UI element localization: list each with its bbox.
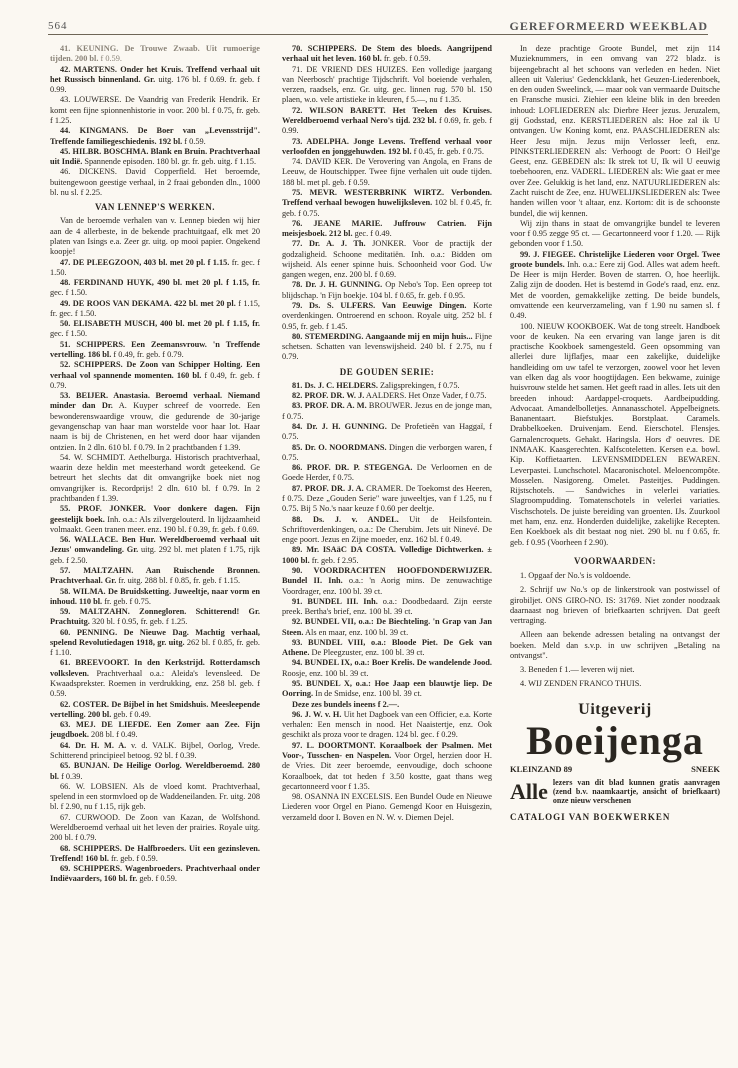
listing-item: 87. PROF. DR. J. A. CRAMER. De Toekomst des Heeren, f 0.75. Deze „Gouden Serie" ware juweeltjes, van f 1.25, nu f 0.75. Bij 5 No.'s naar keuze f 0.60 per deeltje.	[282, 483, 492, 514]
listing-item: 62. COSTER. De Bijbel in het Smidshuis. Meesleepende vertelling. 200 bl. geb. f 0.49.	[50, 699, 260, 719]
listing-item: 99. J. FIEGEE. Christelijke Liederen voor Orgel. Twee groote bundels. Inh. o.a.: Eere zij God. Alles wat adem heeft. De Heer is mijn Herder. Boven de starren. O, hoe heerlijk. Zalig zijn de dooden. Het is bestemd in Gode's raad, enz. enz. Met de voorden, gemakkelijke zetting. De beide bundels, omvattende een keurverzameling, van f 1.90 nu samen sl. f 0.49.	[510, 249, 720, 321]
listing-item: 43. LOUWERSE. De Vaandrig van Frederik Hendrik. Er komt een fijne spionnenhistorie in voor. 200 bl. f 0.75, fr. geb. f 1.25.	[50, 95, 260, 125]
listing-item: 91. BUNDEL III. Inh. o.a.: Doodbedaard. Zijn eerste preek. Bertha's brief, enz. 100 bl. 39 ct.	[282, 596, 492, 617]
listing-item: 42. MARTENS. Onder het Kruis. Treffend verhaal uit het Russisch binnenland. Gr. uitg. 176 bl. f 0.69. fr. geb. f 0.99.	[50, 64, 260, 95]
listing-item: 80. STEMERDING. Aangaande mij en mijn huis... Fijne schetsen. Schatten van levenswijsheid. 240 bl. f 2.75, nu f 0.79.	[282, 331, 492, 362]
listing-item: 59. MALTZAHN. Zonnegloren. Schitterend! Gr. Prachtuitg. 320 bl. f 0.95, fr. geb. f 1.25.	[50, 607, 260, 627]
listing-item: 85. Dr. O. NOORDMANS. Dingen die verborgen waren, f 0.75.	[282, 442, 492, 462]
listing-item: 79. Ds. S. ULFERS. Van Eeuwige Dingen. Korte overdenkingen. Ontroerend en schoon. Royale uitg. 252 bl. f 0.95, fr. geb. f 1.45.	[282, 301, 493, 331]
listing-item: 58. WILMA. De Bruidsketting. Juweeltje, naar vorm en inhoud. 110 bl. fr. geb. f 0.75.	[50, 586, 260, 606]
listing-item: 51. SCHIPPERS. Een Zeemansvrouw. 'n Treffende vertelling. 186 bl. f 0.49, fr. geb. f 0.79.	[50, 339, 260, 360]
condition-item: 1. Opgaaf der No.'s is voldoende.	[520, 570, 631, 580]
condition-item: 2. Schrijf uw No.'s op de linkerstrook van postwissel of girobiljet. ONS GIRO-NO. IS: 31769. Niet zonder noodzaak daarnaast nog brieven of briefkaarten schrijven. Dat geeft vertraging.	[510, 585, 720, 626]
listing-item: 95. BUNDEL X, o.a.: Hoe Jaap een blauwtje liep. De Oorring. In de Smidse, enz. 100 bl. 39 ct.	[282, 679, 492, 699]
ad-note	[510, 778, 720, 806]
listing-item: 89. Mr. ISAäC DA COSTA. Volledige Dichtwerken. ± 1000 bl. fr. geb. f 2.95.	[282, 545, 492, 565]
publication-title: GEREFORMEERD WEEKBLAD	[509, 19, 708, 33]
listing-item: 76. JEANE MARIE. Juffrouw Catrien. Fijn meisjesboek. 212 bl. gec. f 0.49.	[282, 218, 492, 239]
listing-item: 82. PROF. DR. W. J. AALDERS. Het Onze Vader, f 0.75.	[292, 391, 487, 401]
listing-item: 69. SCHIPPERS. Wagenbroeders. Prachtverhaal onder Indiëvaarders, 160 bl. fr. geb. f 0.59.	[50, 864, 260, 884]
listing-item: 65. BUNJAN. De Heilige Oorlog. Wereldberoemd. 280 bl. f 0.39.	[50, 761, 260, 781]
listing-item: 72. WILSON BARETT. Het Teeken des Kruises. Wereldberoemd verhaal Nero's tijd. 232 bl. f 0.69, fr. geb. f 0.99.	[282, 105, 493, 136]
ad-address-row	[510, 764, 720, 775]
listing-item: 77. Dr. A. J. Th. JONKER. Voor de practijk der godzaligheid. Schoone meditatiën. Inh. o.a.: Bidden om wijsheid. Als eener spinne huis. Schoonheid voor God. Uw gangen wegen, enz. 200 bl. f 0.69.	[282, 239, 492, 280]
listing-item: 71. DE VRIEND DES HUIZES. Een volledige jaargang van Neerbosch' prachtige Tijdschrift. Vol boeiende verhalen, verzen, raadsels, enz. Gr. uitg. gec. linnen rug. 570 bl. 150 plaen, w.o. vele artistieke in kleuren, f 5.—, nu f 1.35.	[282, 64, 492, 105]
listing-item: 63. MEJ. DE LIEFDE. Een Zomer aan Zee. Fijn jeugdboek. 208 bl. f 0.49.	[50, 720, 260, 740]
listing-item: 50. ELISABETH MUSCH, 400 bl. met 20 pl. f 1.15, fr. gec. f 1.50.	[50, 319, 260, 339]
section-heading: DE GOUDEN SERIE:	[339, 366, 435, 377]
listing-item: 68. SCHIPPERS. De Halfbroeders. Uit een gezinsleven. Treffend! 160 bl. fr. geb. f 0.59.	[50, 843, 260, 863]
listing-item: 41. KEUNING. De Trouwe Zwaab. Uit rumoerige tijden. 200 bl. f 0.59.	[50, 44, 260, 64]
listing-item: Van de beroemde verhalen van v. Lennep bieden wij hier aan de 4 allerbeste, in de bekende prachtuitgaaf, elk met 20 platen van Isings e.a. Zeer gr. uitg. op mooi papier. Ongekend koopje!	[50, 216, 260, 257]
listing-item: 45. HILBR. BOSCHMA. Blank en Bruin. Prachtverhaal uit Indië. Spannende episoden. 180 bl. gr. fr. geb. uitg. f 1.15.	[50, 146, 260, 167]
condition-item: Alleen aan bekende adressen betaling na ontvangst der boeken. Meld dan s.v.p. in uw schrijven „Betaling na ontvangst".	[510, 630, 720, 660]
listing-item: 100. NIEUW KOOKBOEK. Wat de tong streelt. Handboek voor de keuken. Na een ervaring van lange jaren is dit practische Kookboek samengesteld. Geen opsomming van allerlei dure lijflafjes, maar een zakelijke, duidelijke handleiding om uw tafel te verzorgen, zoowel voor het leven van elken dag als voor hoogtijdagen. Een bekwame, zuinige huisvrouw stelde het samen. Het geeft raad in alles. Iets uit den breeden inhoud: Aardappel-croquets. Aardbeipudding. Advocaat. Amandelbolletjes. Annanasschotel. Appelbeignets. Bananentaart. Biefstukjes. Borstplaat. Caramels. Drabbelkoeken. Druivenjam. Eend. Eierschotel. Flensjes. Garnalencroquets. Gehakt. Haringsla. Hors d' oeuvres. DE INMAAK. Kaasgerechten. Kalfscoteletten. Kersen e.a. bowl. Kip. Koffietaarten. LEVENSMIDDELEN BEWAREN. Leverpastei. Lunchschotel. Macaronischotel. Meloencompôte. Mosselen. Nasigoreng. Omelet. Pasteitjes. Puddingen. Rijstschotels. — Sandwiches in velerlei variaties. Slagroompudding. Tomatenschotels in velerlei variaties. Vischschotels. De juiste bereiding van groenten. IJs. Zuurkool met ham, enz. enz. Honderden duidelijke, zakelijke Recepten. Een Koekboek als dit bestaat nog niet. 290 bl. nu f 0.65, fr. geb. f 0.95 (Voorheen f 2.90).	[510, 321, 720, 547]
listing-item: 70. SCHIPPERS. De Stem des bloeds. Aangrijpend verhaal uit het leven. 160 bl. fr. geb. f 0.59.	[282, 44, 492, 64]
conditions-list	[510, 571, 720, 690]
listing-item: 52. SCHIPPERS. De Zoon van Schipper Holting. Een verhaal vol spannende momenten. 160 bl. f 0.49, fr. geb. f 0.79.	[50, 360, 261, 390]
ad-note-big: Alle	[510, 778, 548, 804]
listing-item: Wij zijn thans in staat de omvangrijke bundel te leveren voor f 0.95 zegge 95 ct. — Gecartonneerd voor f 1.20. — Rijk gebonden voor f 1.50.	[510, 218, 720, 249]
listing-item: 86. PROF. DR. P. STEGENGA. De Verloornen en de Goede Herder, f 0.75.	[282, 463, 492, 483]
column-left	[50, 44, 260, 885]
listing-item: 53. BEIJER. Anastasia. Beroemd verhaal. Niemand minder dan Dr. A. Kuyper schreef de voorrede. Een bewonderenswaardige vrouw, die gedurende de 30-jarige gevangenschap van haar man worstelde voor haar lot. Haar naam is bij de Christenen, en het werd door haar vijanden ontzien. In 2 dln. 610 bl. f 0.79. In 2 prachtbanden f 1.39.	[50, 391, 260, 452]
listing-item: 75. MEVR. WESTERBRINK WIRTZ. Verbonden. Treffend verhaal bewogen huwelijksleven. 102 bl. f 0.45, fr. geb. f 0.75.	[282, 187, 492, 218]
condition-item: 4. WIJ ZENDEN FRANCO THUIS.	[520, 679, 642, 689]
listing-item: 54. W. SCHMIDT. Aethelburga. Historisch prachtverhaal, waarin deze heldin met meesterhand wordt geteekend. Ge betreurt het slechts dat dit omvangrijke boek niet nog omvangrijker is. Recordprijs! 2 dln. 610 bl. f 0.79. In 2 prachtbanden f 1.39.	[50, 452, 260, 503]
listing-item: 74. DAVID KER. De Verovering van Angola, en Frans de Leeuw, de Houtschipper. Twee fijne verhalen uit oude tijden. 188 bl. met pl. geb. f 0.59.	[282, 157, 492, 187]
listing-item: 78. Dr. J. H. GUNNING. Op Nebo's Top. Een opreep tot blijdschap. 'n Fijn boekje. 104 bl. f 0.65, fr. geb. f 0.95.	[282, 280, 492, 300]
listing-item: 49. DE ROOS VAN DEKAMA. 422 bl. met 20 pl. f 1.15, fr. gec. f 1.50.	[50, 298, 260, 318]
column-right-body	[510, 44, 720, 548]
page-header	[48, 20, 708, 35]
listing-item: 47. DE PLEEGZOON, 403 bl. met 20 pl. f 1.15. fr. gec. f 1.50.	[50, 257, 261, 277]
listing-item: 66. W. LOBSIEN. Als de vloed komt. Prachtverhaal, spelend in een stormvloed op de Waddeneilanden. Fr. uitg. 208 bl. f 2.90, nu f 1.15, rijk geb.	[50, 781, 260, 812]
ad-address: KLEINZAND 89	[510, 763, 573, 774]
listing-item: 46. DICKENS. David Copperfield. Het beroemde, buitengewoon geestige verhaal, in 2 fraai gebonden dln., 1000 bl. nu sl. f 2.25.	[50, 167, 260, 197]
column-right	[510, 44, 720, 823]
ad-city: SNEEK	[691, 763, 720, 774]
listing-item: 44. KINGMANS. De Boer van „Levensstrijd". Treffende familiegeschiedenis. 192 bl. f 0.59.	[50, 126, 260, 146]
listing-item: 48. FERDINAND HUYK, 490 bl. met 20 pl. f 1.15, fr. gec. f 1.50.	[50, 278, 260, 298]
listing-item: 56. WALLACE. Ben Hur. Wereldberoemd verhaal uit Jezus' omwandeling. Gr. uitg. 292 bl. met platen f 1.75, rijk geb. f 2.50.	[50, 535, 260, 565]
listing-item: 90. VOORDRACHTEN HOOFDONDERWIJZER. Bundel II. Inh. o.a.: 'n Aorig mins. De zenuwachtige Voordrager, enz. 100 bl. 39 ct.	[282, 565, 493, 596]
listing-item: 81. Ds. J. C. HELDERS. Zaligsprekingen, f 0.75.	[292, 380, 460, 390]
listing-item: 84. Dr. J. H. GUNNING. De Profetieën van Haggaï, f 0.75.	[282, 422, 492, 442]
listing-item: 94. BUNDEL IX, o.a.: Boer Krelis. De wandelende Jood. Roosje, enz. 100 bl. 39 ct.	[282, 658, 492, 678]
listing-item: 60. PENNING. De Nieuwe Dag. Machtig verhaal, spelend Revolutiedagen 1918, gr. uitg. 262 bl. f 0.85, fr. geb. f 1.10.	[50, 627, 260, 658]
ad-catalog: CATALOGI VAN BOEKWERKEN	[510, 811, 671, 822]
conditions-title: VOORWAARDEN:	[573, 555, 656, 566]
listing-item: 57. MALTZAHN. Aan Ruischende Bronnen. Prachtverhaal. Gr. fr. uitg. 288 bl. f 0.85, fr. geb. f 1.15.	[50, 565, 260, 586]
listing-item: 96. J. W. v. H. Uit het Dagboek van een Officier, e.a. Korte verhalen: Een mensch in nood. Het Naaistertje, enz. Ook geschikt als proza voor te dragen. 124 bl. gec. f 0.29.	[282, 709, 492, 740]
listing-item: 88. Ds. J. v. ANDEL. Uit de Heilsfontein. Schriftoverdenkingen, o.a.: De Cherubim. Jets uit Ninevé. De enge poort. Jezus en Zijne moeder, enz. 162 bl. f 0.49.	[282, 514, 492, 545]
listing-item: Deze zes bundels ineens f 2.—.	[292, 699, 400, 709]
listing-item: In deze prachtige Groote Bundel, met zijn 114 Muzieknummers, in een omvang van 272 bladz. is bijeengebracht al het schoons van verleden en heden. Niet alleen uit Valerius' Gedenckklank, het Geuzen-Liederenboek, en den ouden Sweelinck, — maar ook van vermaarde Duitsche en Fransche musici. Ziehier een kleine blik in den breeden inhoud: LOFLIEDEREN als: Dierbre Heer jezus. Jeruzalem, gij Godsstad, enz. KERSTLIEDEREN als: Hoe zal ik U ontvangen. Uw Koning komt, enz. PAASCHLIEDEREN als: Heer Jesu mijn. Jezus mijn Verlosser leeft, enz. PINKSTERLIEDEREN als: Verhoogt de Poort: O Heil'ge Geest, enz. GEBEDEN als: Ik strek tot U, Ik wil U eeuwig toebehooren, enz. VADERL. LIEDEREN als: Wie gaat er mee over Zee. Gelukkig is het land, enz. NATUURLIEDEREN als: Zacht ruischt de Zee, enz. HUWELIJKSLIEDEREN als: Twee handen willen voor 't altaar, enz. Kortom: dit is de schoonste bundel, die wij kennen.	[510, 44, 720, 218]
listing-item: 97. L. DOORTMONT. Koraalboek der Psalmen. Met Voor-, Tusschen- en Naspelen. Voor Orgel, herzien door H. de Vries. Dit zeer beroemde, eenvoudige, doch schoone Koraalboek, dat tot heden f 3.50 kostte, gaat thans weg gecartonneerd voor f 1.35.	[282, 740, 492, 791]
listing-item: 73. ADELPHA. Jonge Levens. Treffend verhaal voor verloofden en jonggehuwden. 192 bl. f 0.45, fr. geb. f 0.75.	[282, 136, 492, 156]
listing-item: 98. OSANNA IN EXCELSIS. Een Bundel Oude en Nieuwe Liederen voor Orgel en Piano. Gemengd Koor en Huisgezin, verzameld door I. Boven en N. W. v. Diemen Dejel.	[282, 792, 492, 822]
condition-item: 3. Beneden f 1.— leveren wij niet.	[520, 665, 635, 675]
ad-note-text: lezers van dit blad kunnen gratis aanvragen (zend b.v. naamkaartje, ansicht of briefkaart) onze nieuw verschenen	[552, 778, 720, 806]
listing-item: 55. PROF. JONKER. Voor donkere dagen. Fijn geestelijk boek. Inh. o.a.: Als zilvergelouterd. In lijdzaamheid volmaakt. Geen tranen meer. enz. 190 bl. f 0.39, fr. geb. f 0.69.	[50, 504, 260, 534]
listing-item: 64. Dr. H. M. A. v. d. VALK. Bijbel, Oorlog, Vrede. Schitterend principieel betoog. 92 bl. f 0.39.	[50, 740, 260, 760]
listing-item: 83. PROF. DR. A. M. BROUWER. Jezus en de jonge man, f 0.75.	[282, 401, 492, 421]
listing-item: 67. CURWOOD. De Zoon van Kazan, de Wolfshond. Wereldberoemd verhaal uit het leven der prairies. Royale uitg. 200 bl. f 0.79.	[50, 812, 260, 843]
ad-publisher-label: Uitgeverij	[578, 700, 652, 718]
section-heading: VAN LENNEP'S WERKEN.	[95, 202, 215, 213]
ad-publisher-name: Boeijenga	[526, 717, 704, 763]
listing-item: 92. BUNDEL VII, o.a.: De Biechteling. 'n Grap van Jan Steen. Als en maar, enz. 100 bl. 39 ct.	[282, 617, 492, 637]
page-number: 564	[48, 20, 68, 32]
listing-item: 61. BREEVOORT. In den Kerkstrijd. Rotterdamsch volksleven. Prachtverhaal o.a.: Aleida's levensleed. De Kwaadsprekster. Roemen in verdrukking, enz. 258 bl. geb. f 0.59.	[50, 658, 260, 699]
listing-item: 93. BUNDEL VIII, o.a.: Bloode Piet. De Gek van Athene. De Pleegzuster, enz. 100 bl. 39 ct.	[282, 637, 492, 658]
column-middle	[282, 44, 492, 823]
